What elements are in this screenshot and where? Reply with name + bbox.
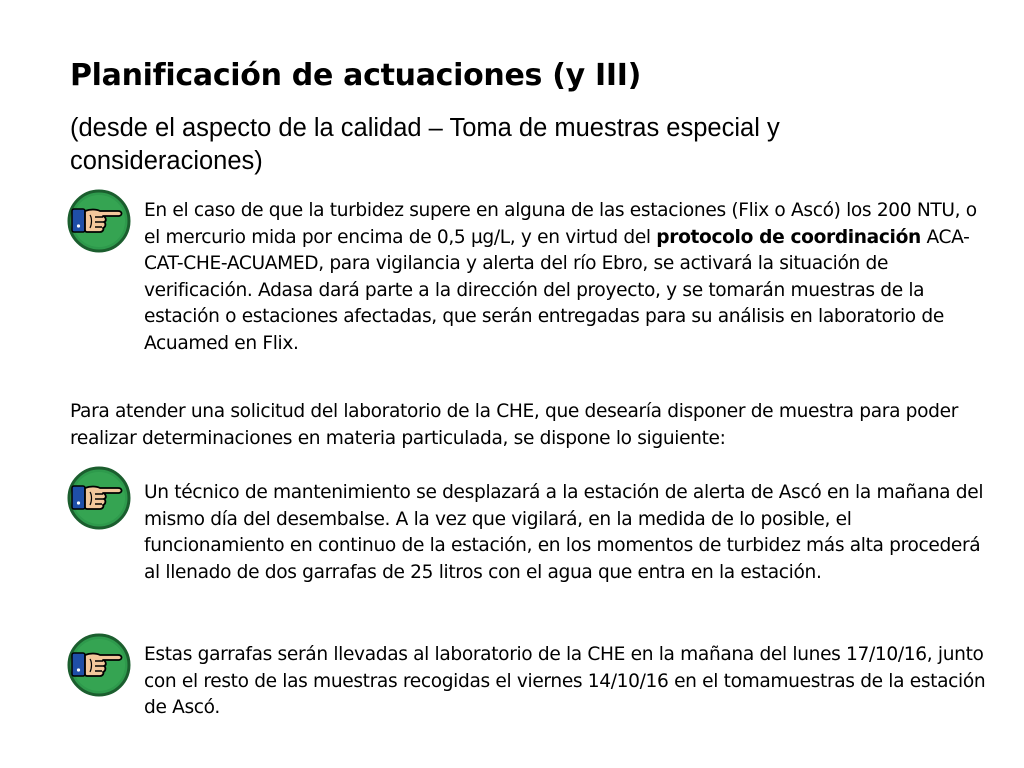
bullet-text-end: ACA-CAT-CHE-ACUAMED, para vigilancia y alerta del río Ebro, se activará la situación de verificación. Adasa dará parte a la dirección del proyecto, y se tomarán muestras de la estación o estaciones afectadas, que serán entregadas para su análisis en laboratorio de Acuamed en Flix.: [144, 226, 970, 354]
pointing-hand-icon: [66, 632, 132, 698]
bullet-text-start: En el caso de que la turbidez supere en alguna de las estaciones (Flix o Ascó) los 200 NTU, o el mercurio mida por encima de 0,5 µg/L, y en virtud del: [144, 200, 977, 248]
pointing-hand-icon: [66, 465, 132, 531]
bullet-text-bold: protocolo de coordinación: [656, 226, 921, 248]
bullet-text: Un técnico de mantenimiento se desplazará a la estación de alerta de Ascó en la mañana del mismo día del desembalse. A la vez que vigilará, en la medida de lo posible, el funcionamiento en continuo de la estación, en los momentos de turbidez más alta procederá al llenado de dos garrafas de 25 litros con el agua que entra en la estación.: [144, 482, 984, 583]
pointing-hand-icon: [66, 188, 132, 254]
intro-paragraph: Para atender una solicitud del laboratorio de la CHE, que desearía disponer de muestra para poder realizar determinaciones en materia particulada, se dispone lo siguiente:: [70, 401, 958, 449]
bullet-text: Estas garrafas serán llevadas al laboratorio de la CHE en la mañana del lunes 17/10/16, junto con el resto de las muestras recogidas el viernes 14/10/16 en el tomamuestras de la estación de Ascó.: [144, 644, 986, 718]
slide-title: Planificación de actuaciones (y III): [70, 58, 642, 93]
slide-subtitle: (desde el aspecto de la calidad – Toma de muestras especial y consideraciones): [70, 114, 780, 175]
bullet-text: [144, 198, 994, 357]
